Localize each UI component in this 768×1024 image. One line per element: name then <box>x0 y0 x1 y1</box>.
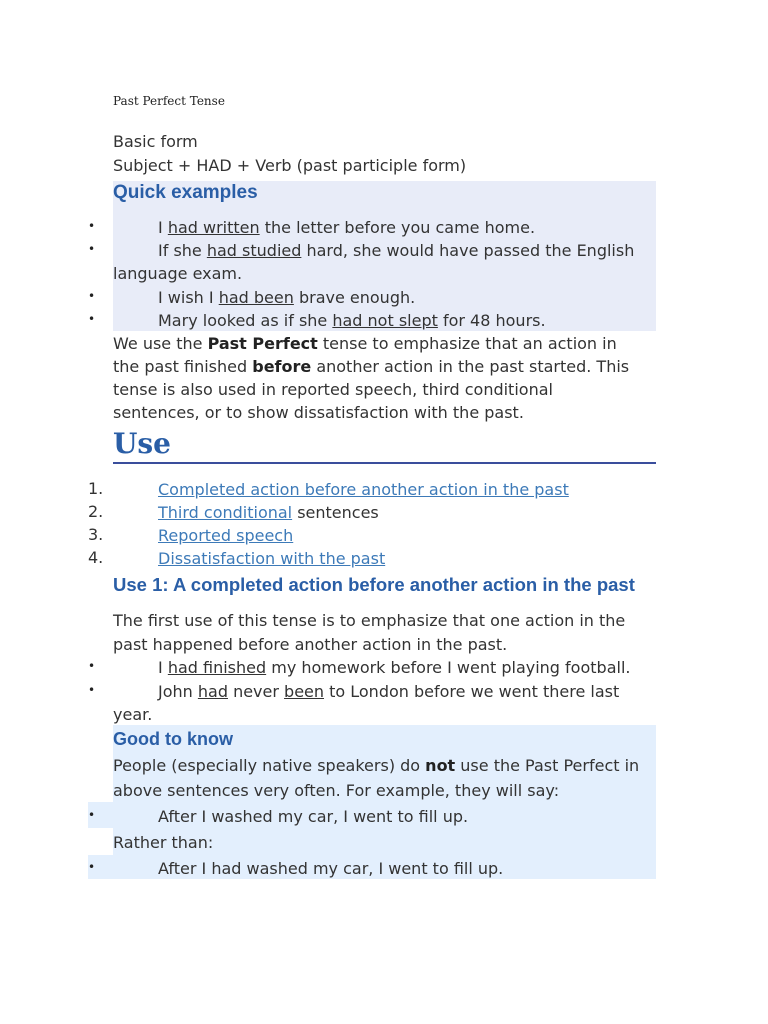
use1-heading: Use 1: A completed action before another action in the past <box>113 574 635 595</box>
good-to-know-heading: Good to know <box>113 729 233 749</box>
use-link-reported-speech[interactable]: Reported speech <box>158 526 294 545</box>
list-number: 2. <box>88 502 104 521</box>
bullet-icon: • <box>88 860 96 874</box>
quick-example-item: Mary looked as if she had not slept for 48 hours. <box>158 311 546 330</box>
list-number: 3. <box>88 525 104 544</box>
bullet-icon: • <box>88 219 96 233</box>
use1-example-continuation: year. <box>113 705 153 724</box>
use1-paragraph-line: The first use of this tense is to emphasize that one action in the <box>113 611 626 630</box>
use1-example-item: I had finished my homework before I went playing football. <box>158 658 631 677</box>
intro-line: tense is also used in reported speech, third conditional <box>113 380 553 399</box>
use-list-item <box>158 524 293 547</box>
quick-example-item: If she had studied hard, she would have passed the English <box>158 241 635 260</box>
use-link-third-conditional[interactable]: Third conditional <box>158 503 293 522</box>
bullet-icon: • <box>88 312 96 326</box>
good-to-know-line: above sentences very often. For example, they will say: <box>113 781 560 800</box>
use-link-completed-action[interactable]: Completed action before another action in the past <box>158 480 569 499</box>
bullet-icon: • <box>88 289 96 303</box>
use1-example-item: John had never been to London before we went there last <box>158 682 620 701</box>
quick-example-item: I had written the letter before you came home. <box>158 218 536 237</box>
good-to-know-example: After I had washed my car, I went to fill up. <box>158 859 504 878</box>
page-title: Past Perfect Tense <box>113 94 225 108</box>
list-number: 1. <box>88 479 104 498</box>
quick-example-continuation: language exam. <box>113 264 243 283</box>
bullet-icon: • <box>88 242 96 256</box>
bullet-icon: • <box>88 808 96 822</box>
use-list-item: Third conditional sentences <box>158 503 379 522</box>
basic-form-formula: Subject + HAD + Verb (past participle form) <box>113 156 467 175</box>
intro-line: We use the Past Perfect tense to emphasize that an action in <box>113 334 617 353</box>
use-list-item <box>158 478 569 501</box>
bullet-icon: • <box>88 659 96 673</box>
use1-paragraph-line: past happened before another action in the past. <box>113 635 508 654</box>
quick-examples-heading: Quick examples <box>113 182 258 203</box>
quick-example-item: I wish I had been brave enough. <box>158 288 416 307</box>
rather-than-label: Rather than: <box>113 833 214 852</box>
use-link-dissatisfaction[interactable]: Dissatisfaction with the past <box>158 549 386 568</box>
intro-line: sentences, or to show dissatisfaction with the past. <box>113 403 524 422</box>
good-to-know-example: After I washed my car, I went to fill up. <box>158 807 469 826</box>
list-number: 4. <box>88 548 104 567</box>
bullet-icon: • <box>88 683 96 697</box>
good-to-know-line: People (especially native speakers) do not use the Past Perfect in <box>113 756 640 775</box>
intro-line: the past finished before another action in the past started. This <box>113 357 630 376</box>
basic-form-label: Basic form <box>113 132 198 151</box>
heading-rule <box>113 462 656 464</box>
use-list-item <box>158 547 385 570</box>
use-heading: Use <box>113 427 171 460</box>
